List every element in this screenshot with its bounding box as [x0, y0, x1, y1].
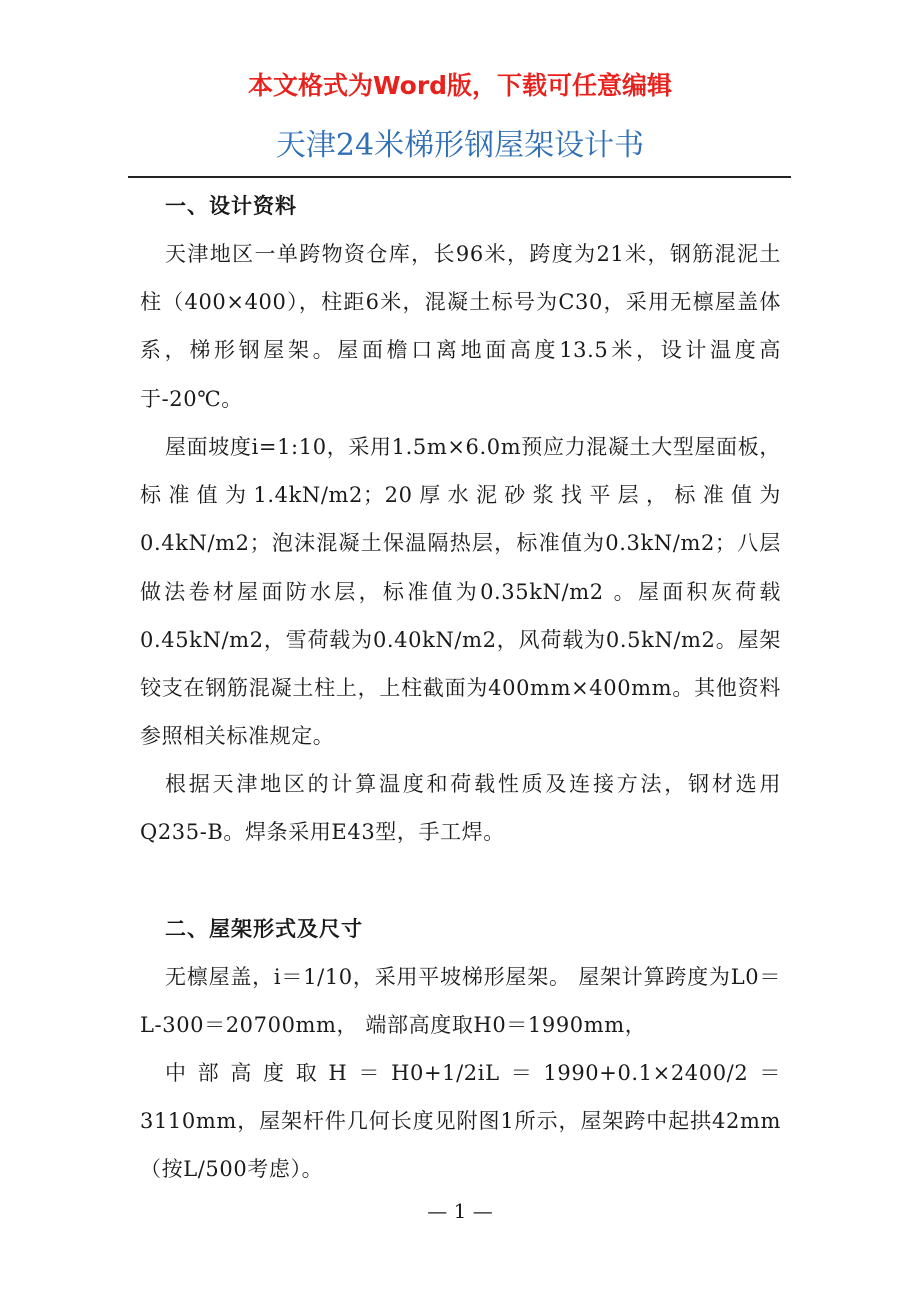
- paragraph-roof-loads: 屋面坡度i=1:10，采用1.5m×6.0m预应力混凝土大型屋面板，标准值为1.4kN/m2；20厚水泥砂浆找平层，标准值为0.4kN/m2；泡沫混凝土保温隔热层，标准值为0.3kN/m2；八层做法卷材屋面防水层，标准值为0.35kN/m2 。屋面积灰荷载0.45kN/m2，雪荷载为0.40kN/m2，风荷载为0.5kN/m2。屋架铰支在钢筋混凝土柱上，上柱截面为400mm×400mm。其他资料参照相关标准规定。: [140, 435, 781, 749]
- section-heading-truss-form: 二、屋架形式及尺寸: [165, 916, 363, 941]
- page-number: — 1 —: [427, 1199, 493, 1223]
- paragraph-truss-height: 中部高度取H＝H0+1/2iL＝1990+0.1×2400/2＝3110mm，屋架杆件几何长度见附图1所示，屋架跨中起拱42mm（按L/500考虑）。: [140, 1061, 781, 1182]
- paragraph-truss-span: 无檩屋盖，i＝1/10，采用平坡梯形屋架。 屋架计算跨度为L0＝L-300＝20700mm， 端部高度取H0＝1990mm，: [140, 965, 781, 1038]
- title-rule: [128, 176, 791, 178]
- paragraph-steel-material: 根据天津地区的计算温度和荷载性质及连接方法，钢材选用Q235-B。焊条采用E43型，手工焊。: [140, 772, 781, 845]
- paragraph-project-overview: 天津地区一单跨物资仓库，长96米，跨度为21米，钢筋混泥土柱（400×400），柱距6米，混凝土标号为C30，采用无檩屋盖体系，梯形钢屋架。屋面檐口离地面高度13.5米，设计温度高于-20℃。: [140, 242, 781, 411]
- document-title: 天津24米梯形钢屋架设计书: [275, 128, 645, 163]
- download-notice: 本文格式为Word版，下载可任意编辑: [247, 71, 673, 100]
- section-heading-design-data: 一、设计资料: [165, 193, 297, 218]
